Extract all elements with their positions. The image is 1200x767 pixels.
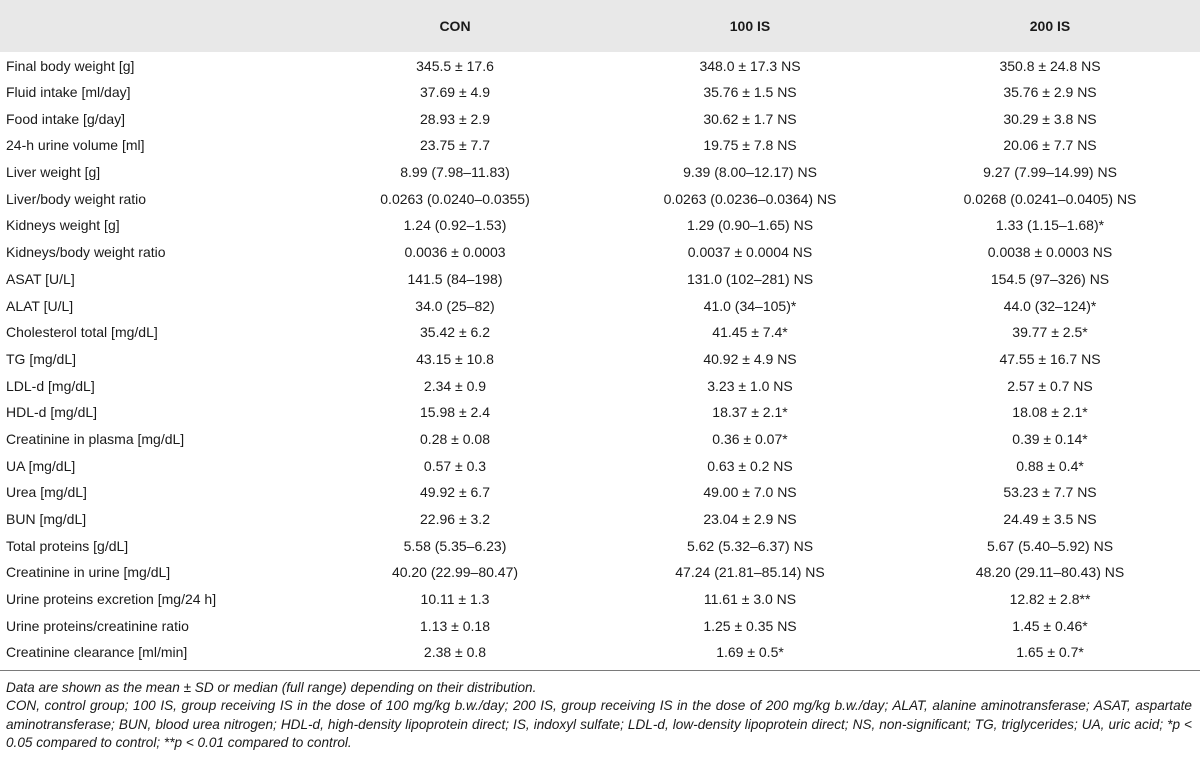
parameter-cell: Final body weight [g] xyxy=(6,58,135,75)
is100-cell: 0.0263 (0.0236–0.0364) NS xyxy=(663,190,837,207)
is100-cell: 0.0037 ± 0.0004 NS xyxy=(687,244,813,261)
con-cell: 22.96 ± 3.2 xyxy=(420,511,490,528)
is200-cell: 1.45 ± 0.46* xyxy=(1012,617,1088,634)
header-row xyxy=(0,0,1200,52)
is100-cell: 40.92 ± 4.9 NS xyxy=(703,350,797,367)
is100-cell: 19.75 ± 7.8 NS xyxy=(703,137,797,154)
parameter-cell: LDL-d [mg/dL] xyxy=(6,377,95,394)
table-row xyxy=(0,292,1200,319)
parameter-cell: TG [mg/dL] xyxy=(6,350,77,367)
table-row xyxy=(0,79,1200,106)
con-cell: 37.69 ± 4.9 xyxy=(420,84,490,101)
table-row xyxy=(0,346,1200,373)
parameter-cell: Liver/body weight ratio xyxy=(6,190,147,207)
is100-cell: 11.61 ± 3.0 NS xyxy=(703,591,797,608)
parameter-cell: BUN [mg/dL] xyxy=(6,511,87,528)
con-cell: 0.0263 (0.0240–0.0355) xyxy=(380,190,530,207)
table-row xyxy=(0,319,1200,346)
table-row xyxy=(0,612,1200,639)
is200-cell: 20.06 ± 7.7 NS xyxy=(1003,137,1097,154)
table-row xyxy=(0,239,1200,266)
parameter-cell: Kidneys/body weight ratio xyxy=(6,244,166,261)
is200-cell: 0.0268 (0.0241–0.0405) NS xyxy=(963,190,1137,207)
table-row xyxy=(0,266,1200,293)
table-row xyxy=(0,105,1200,132)
is200-cell: 1.33 (1.15–1.68)* xyxy=(995,217,1105,234)
con-cell: 43.15 ± 10.8 xyxy=(416,350,494,367)
is100-cell: 49.00 ± 7.0 NS xyxy=(703,484,797,501)
table-header xyxy=(0,0,1200,52)
table-row xyxy=(0,479,1200,506)
parameter-cell: Fluid intake [ml/day] xyxy=(6,84,131,101)
is100-cell: 1.25 ± 0.35 NS xyxy=(703,617,797,634)
is200-cell: 0.39 ± 0.14* xyxy=(1012,430,1088,447)
parameter-cell: Creatinine in plasma [mg/dL] xyxy=(6,430,185,447)
is200-cell: 0.88 ± 0.4* xyxy=(1016,457,1084,474)
table-row xyxy=(0,52,1200,79)
con-cell: 1.24 (0.92–1.53) xyxy=(403,217,507,234)
con-cell: 10.11 ± 1.3 xyxy=(420,591,490,608)
is100-cell: 348.0 ± 17.3 NS xyxy=(699,58,801,75)
table-row xyxy=(0,426,1200,453)
table-row xyxy=(0,559,1200,586)
table-row xyxy=(0,132,1200,159)
parameter-cell: HDL-d [mg/dL] xyxy=(6,404,98,421)
table-row xyxy=(0,159,1200,186)
is200-cell: 0.0038 ± 0.0003 NS xyxy=(987,244,1113,261)
is100-cell: 1.29 (0.90–1.65) NS xyxy=(686,217,814,234)
is100-cell: 5.62 (5.32–6.37) NS xyxy=(686,537,814,554)
con-cell: 35.42 ± 6.2 xyxy=(420,324,490,341)
table-row xyxy=(0,639,1200,666)
header-200-is: 200 IS xyxy=(1029,18,1071,34)
footnote-abbreviations: CON, control group; 100 IS, group receiving IS in the dose of 100 mg/kg b.w./day; 200 IS, group receiving IS in the dose of 200 mg/kg b.w./day; ALAT, alanine aminotransferase; ASAT, aspartate aminotransferase; BUN, blood urea nitrogen; HDL-d, high-density lipoprotein direct; IS, indoxyl sulfate; LDL-d, low-density lipoprotein direct; NS, non-significant; TG, triglycerides; UA, uric acid; *p < 0.05 compared to control; **p < 0.01 compared to control. xyxy=(6,698,1192,751)
is100-cell: 41.45 ± 7.4* xyxy=(712,324,788,341)
con-cell: 0.57 ± 0.3 xyxy=(423,457,487,474)
table-row xyxy=(0,372,1200,399)
is200-cell: 5.67 (5.40–5.92) NS xyxy=(986,537,1114,554)
con-cell: 23.75 ± 7.7 xyxy=(420,137,490,154)
is100-cell: 131.0 (102–281) NS xyxy=(686,270,814,287)
con-cell: 0.28 ± 0.08 xyxy=(420,430,490,447)
parameter-cell: ASAT [U/L] xyxy=(6,270,75,287)
parameter-cell: UA [mg/dL] xyxy=(6,457,76,474)
is200-cell: 2.57 ± 0.7 NS xyxy=(1007,377,1093,394)
parameter-cell: Total proteins [g/dL] xyxy=(6,537,129,554)
table-row xyxy=(0,532,1200,559)
header-con: CON xyxy=(439,18,471,34)
con-cell: 34.0 (25–82) xyxy=(415,297,495,314)
is200-cell: 47.55 ± 16.7 NS xyxy=(999,350,1101,367)
con-cell: 2.34 ± 0.9 xyxy=(423,377,487,394)
is200-cell: 9.27 (7.99–14.99) NS xyxy=(983,164,1117,181)
parameter-cell: Urine proteins/creatinine ratio xyxy=(6,617,189,634)
con-cell: 0.0036 ± 0.0003 xyxy=(404,244,506,261)
table-row xyxy=(0,506,1200,533)
parameter-cell: Liver weight [g] xyxy=(6,164,101,181)
con-cell: 141.5 (84–198) xyxy=(407,270,503,287)
table-body xyxy=(0,52,1200,666)
is100-cell: 47.24 (21.81–85.14) NS xyxy=(675,564,825,581)
is200-cell: 12.82 ± 2.8** xyxy=(1009,591,1091,608)
parameter-cell: Urine proteins excretion [mg/24 h] xyxy=(6,591,217,608)
parameter-cell: Food intake [g/day] xyxy=(6,110,126,127)
table-row xyxy=(0,452,1200,479)
table-row xyxy=(0,212,1200,239)
con-cell: 15.98 ± 2.4 xyxy=(420,404,490,421)
is200-cell: 350.8 ± 24.8 NS xyxy=(999,58,1101,75)
is100-cell: 41.0 (34–105)* xyxy=(703,297,797,314)
table-row xyxy=(0,586,1200,613)
con-cell: 2.38 ± 0.8 xyxy=(423,644,487,661)
is200-cell: 53.23 ± 7.7 NS xyxy=(1003,484,1097,501)
parameter-cell: Creatinine clearance [ml/min] xyxy=(6,644,188,661)
is200-cell: 154.5 (97–326) NS xyxy=(990,270,1110,287)
con-cell: 8.99 (7.98–11.83) xyxy=(400,164,510,181)
parameter-cell: Cholesterol total [mg/dL] xyxy=(6,324,158,341)
is100-cell: 0.36 ± 0.07* xyxy=(712,430,788,447)
con-cell: 1.13 ± 0.18 xyxy=(420,617,490,634)
header-parameter xyxy=(0,0,310,52)
is200-cell: 24.49 ± 3.5 NS xyxy=(1003,511,1097,528)
is100-cell: 23.04 ± 2.9 NS xyxy=(703,511,797,528)
is200-cell: 48.20 (29.11–80.43) NS xyxy=(975,564,1125,581)
table-footnotes xyxy=(0,671,1200,753)
con-cell: 40.20 (22.99–80.47) xyxy=(391,564,519,581)
con-cell: 49.92 ± 6.7 xyxy=(420,484,490,501)
is200-cell: 18.08 ± 2.1* xyxy=(1012,404,1088,421)
table-row xyxy=(0,399,1200,426)
table-row xyxy=(0,185,1200,212)
parameter-cell: 24-h urine volume [ml] xyxy=(6,137,145,154)
is100-cell: 9.39 (8.00–12.17) NS xyxy=(683,164,817,181)
con-cell: 28.93 ± 2.9 xyxy=(420,110,490,127)
parameter-cell: ALAT [U/L] xyxy=(6,297,74,314)
is200-cell: 44.0 (32–124)* xyxy=(1003,297,1097,314)
is200-cell: 35.76 ± 2.9 NS xyxy=(1003,84,1097,101)
parameter-cell: Creatinine in urine [mg/dL] xyxy=(6,564,171,581)
is100-cell: 3.23 ± 1.0 NS xyxy=(707,377,793,394)
is100-cell: 30.62 ± 1.7 NS xyxy=(703,110,797,127)
header-100-is: 100 IS xyxy=(729,18,771,34)
con-cell: 5.58 (5.35–6.23) xyxy=(403,537,507,554)
footnote-data-description: Data are shown as the mean ± SD or median (full range) depending on their distribution. xyxy=(6,679,537,695)
con-cell: 345.5 ± 17.6 xyxy=(416,58,494,75)
parameter-cell: Urea [mg/dL] xyxy=(6,484,87,501)
is100-cell: 35.76 ± 1.5 NS xyxy=(703,84,797,101)
is200-cell: 30.29 ± 3.8 NS xyxy=(1003,110,1097,127)
is200-cell: 39.77 ± 2.5* xyxy=(1012,324,1088,341)
is200-cell: 1.65 ± 0.7* xyxy=(1016,644,1084,661)
parameter-cell: Kidneys weight [g] xyxy=(6,217,120,234)
is100-cell: 1.69 ± 0.5* xyxy=(716,644,784,661)
is100-cell: 18.37 ± 2.1* xyxy=(712,404,788,421)
is100-cell: 0.63 ± 0.2 NS xyxy=(707,457,793,474)
